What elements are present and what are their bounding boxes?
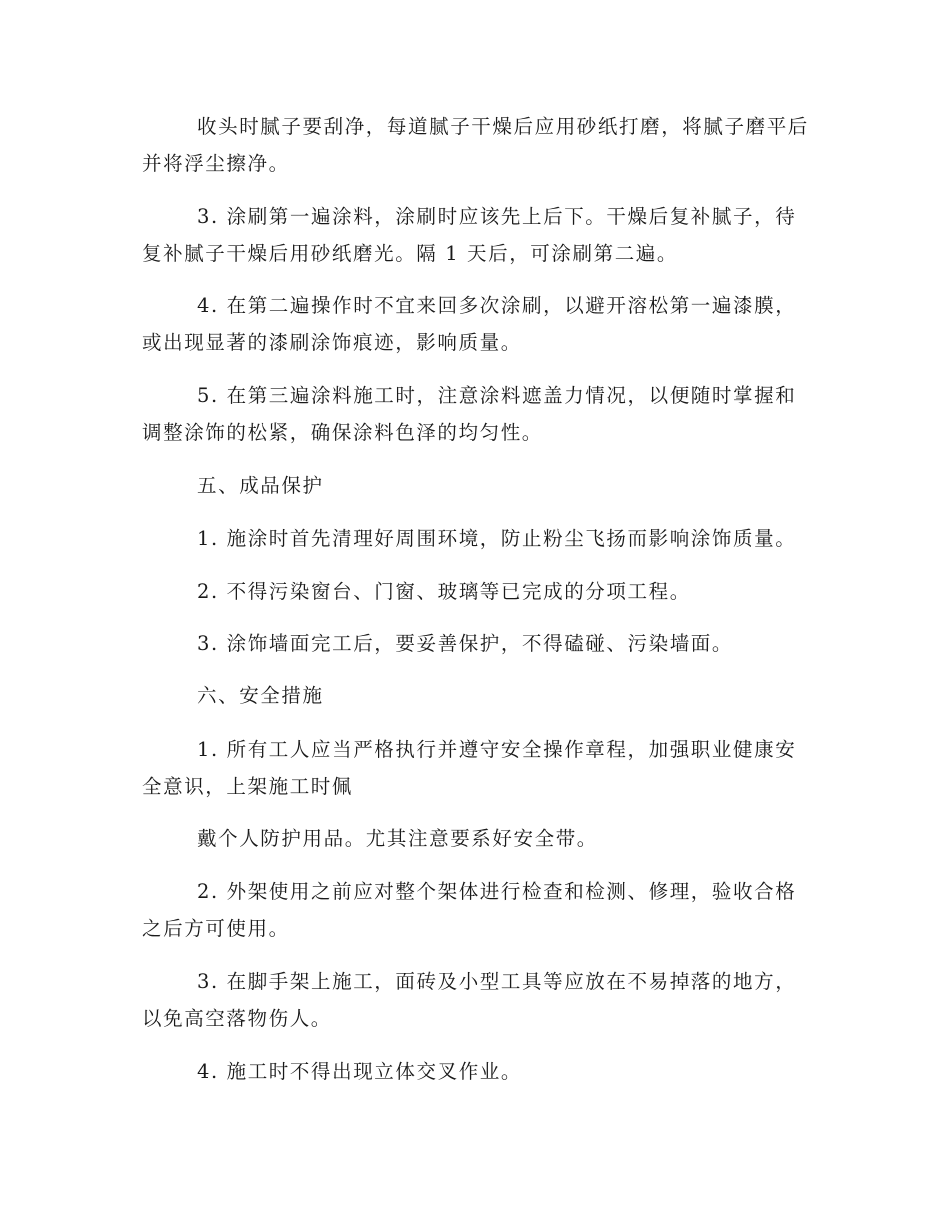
- paragraph-protection-1: 1. 施涂时首先清理好周围环境，防止粉尘飞扬而影响涂饰质量。: [197, 527, 797, 550]
- paragraph-putty-finish: 收头时腻子要刮净，每道腻子干燥后应用砂纸打磨，将腻子磨平后并将浮尘擦净。: [142, 115, 809, 175]
- paragraph-safety-4: 4. 施工时不得出现立体交叉作业。: [197, 1060, 523, 1083]
- paragraph-safety-1: 1. 所有工人应当严格执行并遵守安全操作章程，加强职业健康安全意识，上架施工时佩: [142, 738, 797, 798]
- paragraph-safety-1-continued: 戴个人防护用品。尤其注意要系好安全带。: [197, 827, 598, 850]
- paragraph-step-3-first-coat: 3. 涂刷第一遍涂料，涂刷时应该先上后下。干燥后复补腻子，待复补腻子干燥后用砂纸磨光。隔 1 天后，可涂刷第二遍。: [142, 205, 797, 265]
- paragraph-step-4-second-coat: 4. 在第二遍操作时不宜来回多次涂刷，以避开溶松第一遍漆膜，或出现显著的漆刷涂饰痕迹，影响质量。: [142, 294, 797, 354]
- paragraph-safety-3: 3. 在脚手架上施工，面砖及小型工具等应放在不易掉落的地方，以免高空落物伤人。: [142, 970, 797, 1030]
- paragraph-step-5-third-coat: 5. 在第三遍涂料施工时，注意涂料遮盖力情况，以便随时掌握和调整涂饰的松紧，确保涂料色泽的均匀性。: [142, 384, 797, 444]
- paragraph-protection-3: 3. 涂饰墙面完工后，要妥善保护，不得磕碰、污染墙面。: [197, 632, 734, 655]
- section-heading-safety-measures: 六、安全措施: [197, 684, 324, 707]
- section-heading-product-protection: 五、成品保护: [197, 474, 324, 497]
- paragraph-safety-2: 2. 外架使用之前应对整个架体进行检查和检测、修理，验收合格之后方可使用。: [142, 880, 797, 940]
- paragraph-protection-2: 2. 不得污染窗台、门窗、玻璃等已完成的分项工程。: [197, 580, 691, 603]
